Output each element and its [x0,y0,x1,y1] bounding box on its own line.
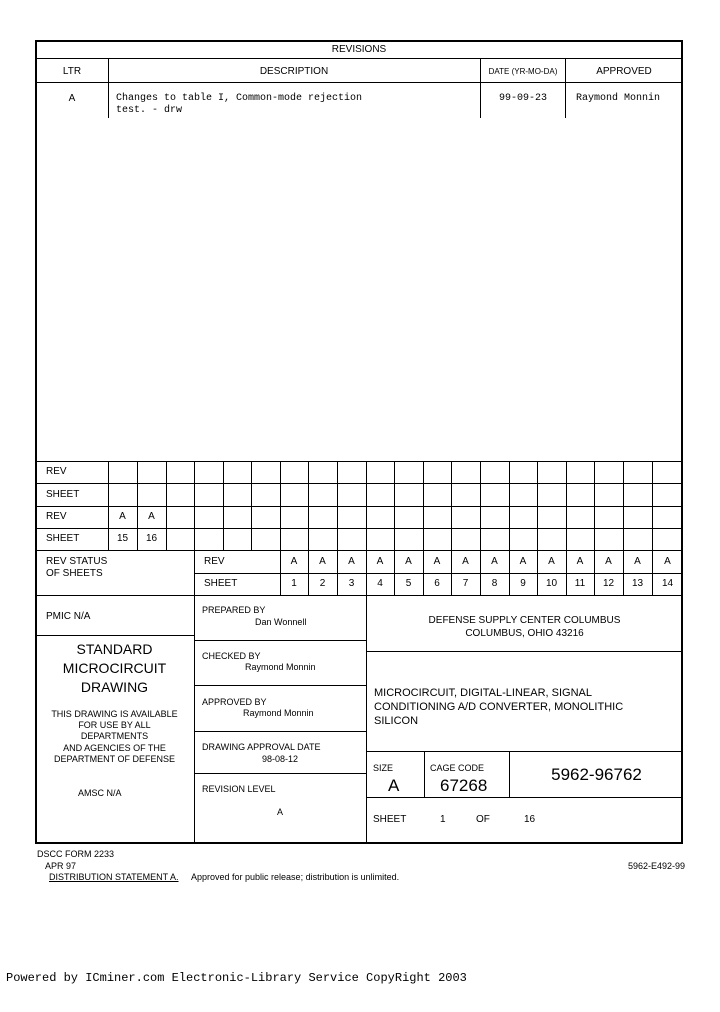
avail-line5: DEPARTMENT OF DEFENSE [53,754,176,764]
rev-row3-label: REV [46,511,67,522]
status-sheet-cell: 4 [377,578,383,589]
status-sheet-cell: 8 [491,578,498,589]
status-rev-cell: A [491,556,498,567]
rev-status-label-1: REV STATUS [46,556,108,567]
rev-desc-2: test. - drw [116,105,183,116]
avail-line2: FOR USE BY ALL [78,720,151,730]
size-label: SIZE [373,763,394,773]
status-rev-cell: A [519,556,527,567]
approved-label: APPROVED BY [202,697,267,707]
status-sheet-cell: 14 [661,578,674,589]
doc-code: 5962-E492-99 [628,861,686,871]
sheet-label: SHEET [373,814,407,825]
avail-line1: THIS DRAWING IS AVAILABLE [51,709,178,719]
status-sheet-cell: 3 [348,578,355,589]
standard-line2: MICROCIRCUIT [62,660,167,676]
sheet-15: 15 [116,533,129,544]
status-rev-cell: A [348,556,355,567]
status-sheet-cell: 12 [602,578,615,589]
avail-line4: AND AGENCIES OF THE [63,743,166,753]
status-sheet-cell: 7 [462,578,469,589]
rev-date: 99-09-23 [498,93,547,104]
status-rev-cell: A [405,556,412,567]
revision-level-value: A [277,807,284,817]
status-rev-cell: A [290,556,298,567]
approval-date-label: DRAWING APPROVAL DATE [202,742,321,752]
status-sheet-cell: 11 [574,578,586,589]
cage-value: 67268 [440,776,488,795]
of-label: OF [476,814,490,825]
status-rev-cell: A [462,556,469,567]
standard-line3: DRAWING [80,679,149,695]
form-date: APR 97 [45,861,77,871]
avail-line3: DEPARTMENTS [80,731,149,741]
approval-date-value: 98-08-12 [262,754,299,764]
header-ltr: LTR [62,66,82,77]
status-sheet-cell: 5 [405,578,412,589]
header-approved: APPROVED [596,66,652,77]
pmic-label: PMIC N/A [46,611,91,622]
title-line1: MICROCIRCUIT, DIGITAL-LINEAR, SIGNAL [374,687,592,699]
amsc-label: AMSC N/A [78,788,122,798]
status-rev-label: REV [204,556,225,567]
revisions-title: REVISIONS [331,44,387,55]
status-sheet-cell: 2 [319,578,326,589]
header-description: DESCRIPTION [259,66,329,77]
distribution-text: Approved for public release; distribution is unlimited. [191,872,400,882]
status-sheet-cell: 1 [291,578,297,589]
size-value: A [388,776,400,795]
checked-label: CHECKED BY [202,651,261,661]
status-rev-cell: A [319,556,326,567]
drawing-number: 5962-96762 [551,765,642,784]
prepared-label: PREPARED BY [202,605,266,615]
status-sheet-cell: 9 [520,578,526,589]
sheet-row2-label: SHEET [46,489,80,500]
status-rev-cell: A [576,556,584,567]
rev-status-label-2: OF SHEETS [46,568,103,579]
status-rev-cell: A [664,556,671,567]
cage-label: CAGE CODE [430,763,485,773]
status-sheet-cell: 10 [545,578,558,589]
status-rev-cell: A [605,556,612,567]
status-rev-cell: A [548,556,555,567]
header-date: DATE (YR-MO-DA) [488,67,558,76]
rev-16: A [148,511,155,522]
form-number: DSCC FORM 2233 [37,849,115,859]
title-line3: SILICON [374,715,419,727]
powered-by-banner: Powered by ICminer.com Electronic-Library Service CopyRight 2003 [6,971,467,985]
rev-row1-label: REV [46,466,67,477]
status-rev-cell: A [433,556,441,567]
status-rev-cell: A [376,556,384,567]
rev-desc-1: Changes to table I, Common-mode rejection [116,93,363,104]
rev-15: A [119,511,126,522]
status-sheet-label: SHEET [204,578,238,589]
status-sheet-cell: 6 [434,578,440,589]
standard-line1: STANDARD [76,641,153,657]
status-sheet-cell: 13 [631,578,644,589]
prepared-value: Dan Wonnell [255,617,307,627]
sheet-16: 16 [145,533,158,544]
rev-ltr: A [68,93,76,104]
sheet-row4-label: SHEET [46,533,80,544]
checked-value: Raymond Monnin [245,662,316,672]
title-line2: CONDITIONING A/D CONVERTER, MONOLITHIC [374,701,624,713]
status-rev-cell: A [634,556,641,567]
distribution-label: DISTRIBUTION STATEMENT A. [49,872,179,882]
of-value: 16 [524,814,536,825]
revision-level-label: REVISION LEVEL [202,784,276,794]
approved-value: Raymond Monnin [243,708,314,718]
rev-approved: Raymond Monnin [576,93,661,104]
sheet-value: 1 [440,814,446,825]
agency-line2: COLUMBUS, OHIO 43216 [465,628,584,639]
agency-line1: DEFENSE SUPPLY CENTER COLUMBUS [428,615,621,626]
